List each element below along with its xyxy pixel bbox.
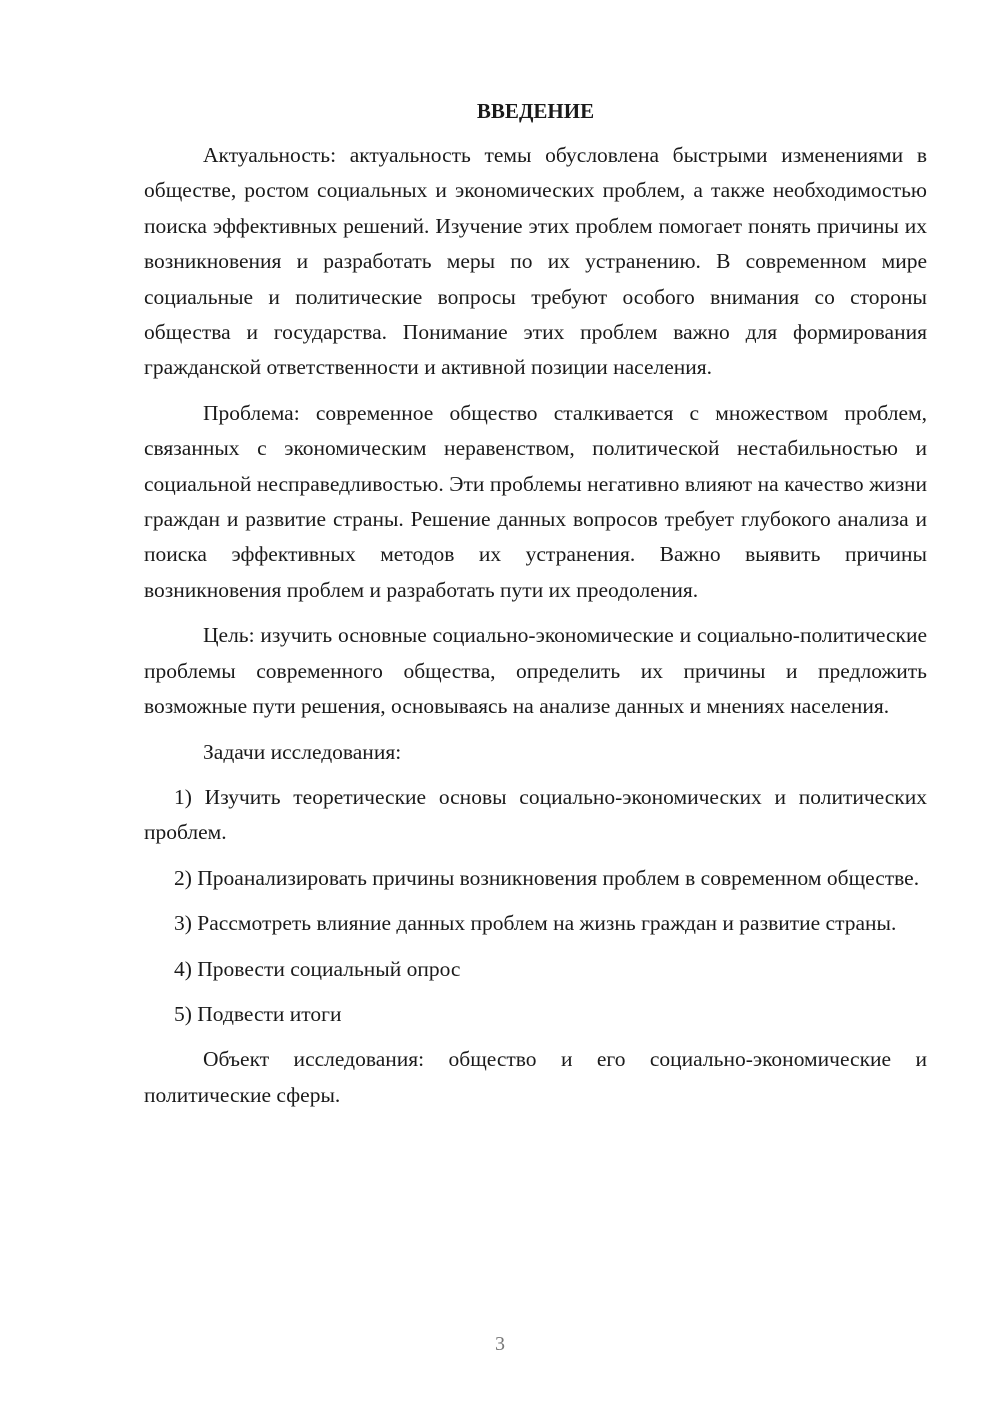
- paragraph-goal: Цель: изучить основные социально-экономические и социально-политические проблемы современного общества, определить их причины и предложить возможные пути решения, основываясь на анализе данных и мнениях населения.: [144, 623, 927, 719]
- paragraph-problem: Проблема: современное общество сталкивается с множеством проблем, связанных с экономическим неравенством, политической нестабильностью и социальной несправедливостью. Эти проблемы негативно влияют на качество жизни граждан и развитие страны. Решение данных вопросов требует глубокого анализа и поиска эффективных методов их устранения. Важно выявить причины возникновения проблем и разработать пути их преодоления.: [144, 400, 927, 602]
- task-item-5: 5) Подвести итоги: [174, 1001, 342, 1026]
- document-body: [144, 95, 927, 1123]
- paragraph-tasks-heading: Задачи исследования:: [203, 739, 402, 764]
- section-title: ВВЕДЕНИЕ: [476, 99, 595, 123]
- task-item-2: 2) Проанализировать причины возникновения проблем в современном обществе.: [174, 865, 920, 890]
- task-item-3: 3) Рассмотреть влияние данных проблем на жизнь граждан и развитие страны.: [174, 911, 897, 936]
- paragraph-relevance: Актуальность: актуальность темы обусловлена быстрыми изменениями в обществе, ростом социальных и экономических проблем, а также необходимостью поиска эффективных решений. Изучение этих проблем помогает понять причины их возникновения и разработать меры по их устранению. В современном мире социальные и политические вопросы требуют особого внимания со стороны общества и государства. Понимание этих проблем важно для формирования гражданской ответственности и активной позиции населения.: [144, 143, 927, 380]
- page-number: 3: [495, 1333, 505, 1355]
- task-item-1: 1) Изучить теоретические основы социально-экономических и политических проблем.: [144, 784, 927, 845]
- task-item-4: 4) Провести социальный опрос: [174, 956, 461, 981]
- paragraph-research-object: Объект исследования: общество и его социально-экономические и политические сферы.: [144, 1047, 927, 1107]
